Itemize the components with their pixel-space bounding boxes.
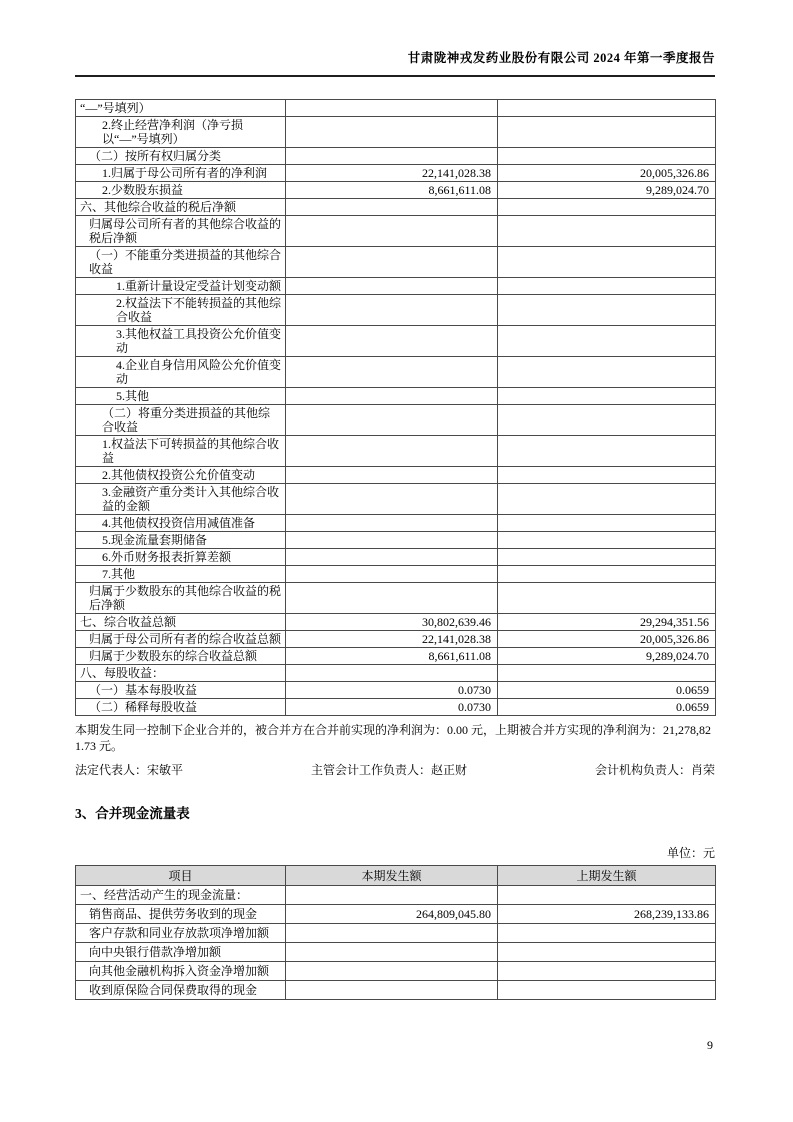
prior-period-value	[498, 924, 716, 943]
prior-period-value	[498, 100, 716, 117]
current-period-value	[286, 405, 498, 436]
current-period-value	[286, 295, 498, 326]
prior-period-value	[498, 943, 716, 962]
current-period-value	[286, 357, 498, 388]
row-label: 6.外币财务报表折算差额	[76, 549, 286, 566]
row-label: 1.归属于母公司所有者的净利润	[76, 165, 286, 182]
table-row	[76, 515, 716, 532]
prior-period-value: 0.0659	[498, 682, 716, 699]
row-label: 收到原保险合同保费取得的现金	[76, 981, 286, 1000]
current-period-value: 8,661,611.08	[286, 182, 498, 199]
prior-period-value	[498, 117, 716, 148]
table-row	[76, 199, 716, 216]
table-row	[76, 295, 716, 326]
column-header-item: 项目	[76, 866, 286, 886]
prior-period-value	[498, 436, 716, 467]
table-row	[76, 216, 716, 247]
current-period-value: 0.0730	[286, 699, 498, 716]
prior-period-value	[498, 295, 716, 326]
current-period-value: 0.0730	[286, 682, 498, 699]
table-row	[76, 682, 716, 699]
row-label: 1.重新计量设定受益计划变动额	[76, 278, 286, 295]
current-period-value	[286, 515, 498, 532]
row-label: （一）基本每股收益	[76, 682, 286, 699]
prior-period-value	[498, 484, 716, 515]
row-label: “—”号填列）	[76, 100, 286, 117]
prior-period-value	[498, 981, 716, 1000]
current-period-value	[286, 924, 498, 943]
table-row	[76, 165, 716, 182]
row-label: （二）按所有权归属分类	[76, 148, 286, 165]
row-label: 归属母公司所有者的其他综合收益的税后净额	[76, 216, 286, 247]
prior-period-value	[498, 962, 716, 981]
row-label: 一、经营活动产生的现金流量：	[76, 886, 286, 905]
current-period-value	[286, 247, 498, 278]
table-row	[76, 583, 716, 614]
table-row	[76, 278, 716, 295]
income-statement-table-body	[76, 100, 716, 716]
current-period-value	[286, 532, 498, 549]
table-row	[76, 981, 716, 1000]
accounting-dept-head-label: 会计机构负责人：肖荣	[594, 763, 715, 777]
row-label: 客户存款和同业存放款项净增加额	[76, 924, 286, 943]
table-row	[76, 665, 716, 682]
current-period-value	[286, 665, 498, 682]
current-period-value: 30,802,639.46	[286, 614, 498, 631]
table-row	[76, 699, 716, 716]
prior-period-value	[498, 549, 716, 566]
prior-period-value: 0.0659	[498, 699, 716, 716]
cashflow-table-header	[76, 866, 716, 886]
current-period-value	[286, 962, 498, 981]
prior-period-value	[498, 467, 716, 484]
legal-representative-label: 法定代表人：宋敏平	[75, 763, 184, 777]
prior-period-value	[498, 886, 716, 905]
prior-period-value: 268,239,133.86	[498, 905, 716, 924]
prior-period-value	[498, 532, 716, 549]
table-row	[76, 182, 716, 199]
table-header-row	[76, 866, 716, 886]
row-label: 六、其他综合收益的税后净额	[76, 199, 286, 216]
prior-period-value: 20,005,326.86	[498, 631, 716, 648]
current-period-value: 8,661,611.08	[286, 648, 498, 665]
table-row	[76, 467, 716, 484]
row-label: 七、综合收益总额	[76, 614, 286, 631]
table-row	[76, 247, 716, 278]
table-row	[76, 614, 716, 631]
current-period-value	[286, 216, 498, 247]
current-period-value	[286, 278, 498, 295]
row-label: 4.企业自身信用风险公允价值变动	[76, 357, 286, 388]
row-label: 3.金融资产重分类计入其他综合收益的金额	[76, 484, 286, 515]
current-period-value	[286, 326, 498, 357]
report-header-title: 甘肃陇神戎发药业股份有限公司 2024 年第一季度报告	[75, 50, 715, 77]
current-period-value	[286, 583, 498, 614]
cashflow-statement-table	[75, 865, 716, 1000]
table-row	[76, 905, 716, 924]
row-label: （一）不能重分类进损益的其他综合收益	[76, 247, 286, 278]
unit-label: 单位：元	[666, 846, 715, 860]
table-row	[76, 100, 716, 117]
prior-period-value	[498, 326, 716, 357]
table-row	[76, 549, 716, 566]
current-period-value	[286, 981, 498, 1000]
page-number: 9	[707, 1038, 713, 1052]
current-period-value	[286, 199, 498, 216]
signatories-row	[75, 763, 715, 778]
prior-period-value	[498, 583, 716, 614]
current-period-value	[286, 117, 498, 148]
table-row	[76, 117, 716, 148]
prior-period-value	[498, 216, 716, 247]
row-label: 1.权益法下可转损益的其他综合收益	[76, 436, 286, 467]
income-statement-table	[75, 99, 716, 716]
prior-period-value: 20,005,326.86	[498, 165, 716, 182]
table-row	[76, 326, 716, 357]
prior-period-value: 9,289,024.70	[498, 648, 716, 665]
table-row	[76, 631, 716, 648]
row-label: 4.其他债权投资信用减值准备	[76, 515, 286, 532]
table-row	[76, 357, 716, 388]
row-label: 向中央银行借款净增加额	[76, 943, 286, 962]
row-label: 5.现金流量套期储备	[76, 532, 286, 549]
table-row	[76, 943, 716, 962]
column-header-prior-period: 上期发生额	[498, 866, 716, 886]
row-label: （二）稀释每股收益	[76, 699, 286, 716]
table-row	[76, 566, 716, 583]
cashflow-table-body	[76, 886, 716, 1000]
table-row	[76, 962, 716, 981]
table-row	[76, 886, 716, 905]
chief-accounting-officer-label: 主管会计工作负责人：赵正财	[310, 763, 467, 777]
prior-period-value	[498, 199, 716, 216]
row-label: （二）将重分类进损益的其他综合收益	[76, 405, 286, 436]
prior-period-value	[498, 148, 716, 165]
row-label: 归属于少数股东的其他综合收益的税后净额	[76, 583, 286, 614]
row-label: 八、每股收益：	[76, 665, 286, 682]
table-row	[76, 648, 716, 665]
current-period-value	[286, 467, 498, 484]
prior-period-value: 9,289,024.70	[498, 182, 716, 199]
table-row	[76, 532, 716, 549]
table-row	[76, 924, 716, 943]
row-label: 2.权益法下不能转损益的其他综合收益	[76, 295, 286, 326]
current-period-value	[286, 886, 498, 905]
prior-period-value	[498, 665, 716, 682]
row-label: 归属于母公司所有者的综合收益总额	[76, 631, 286, 648]
column-header-current-period: 本期发生额	[286, 866, 498, 886]
table-row	[76, 388, 716, 405]
current-period-value	[286, 148, 498, 165]
current-period-value	[286, 566, 498, 583]
current-period-value: 22,141,028.38	[286, 165, 498, 182]
row-label: 销售商品、提供劳务收到的现金	[76, 905, 286, 924]
current-period-value	[286, 484, 498, 515]
table-row	[76, 484, 716, 515]
current-period-value: 264,809,045.80	[286, 905, 498, 924]
prior-period-value	[498, 278, 716, 295]
row-label: 2.其他债权投资公允价值变动	[76, 467, 286, 484]
prior-period-value	[498, 388, 716, 405]
prior-period-value	[498, 247, 716, 278]
row-label: 7.其他	[76, 566, 286, 583]
prior-period-value	[498, 515, 716, 532]
current-period-value	[286, 100, 498, 117]
current-period-value: 22,141,028.38	[286, 631, 498, 648]
current-period-value	[286, 436, 498, 467]
row-label: 3.其他权益工具投资公允价值变动	[76, 326, 286, 357]
table-row	[76, 436, 716, 467]
table-row	[76, 405, 716, 436]
merger-note-paragraph: 本期发生同一控制下企业合并的，被合并方在合并前实现的净利润为：0.00 元，上期被合并方实现的净利润为：21,278,821.73 元。	[75, 723, 712, 753]
prior-period-value	[498, 405, 716, 436]
current-period-value	[286, 549, 498, 566]
prior-period-value	[498, 566, 716, 583]
row-label: 2.终止经营净利润（净亏损以“—”号填列）	[76, 117, 286, 148]
section-title-cashflow-statement: 3、合并现金流量表	[75, 806, 190, 821]
table-row	[76, 148, 716, 165]
current-period-value	[286, 388, 498, 405]
row-label: 向其他金融机构拆入资金净增加额	[76, 962, 286, 981]
prior-period-value: 29,294,351.56	[498, 614, 716, 631]
row-label: 5.其他	[76, 388, 286, 405]
row-label: 2.少数股东损益	[76, 182, 286, 199]
row-label: 归属于少数股东的综合收益总额	[76, 648, 286, 665]
current-period-value	[286, 943, 498, 962]
prior-period-value	[498, 357, 716, 388]
